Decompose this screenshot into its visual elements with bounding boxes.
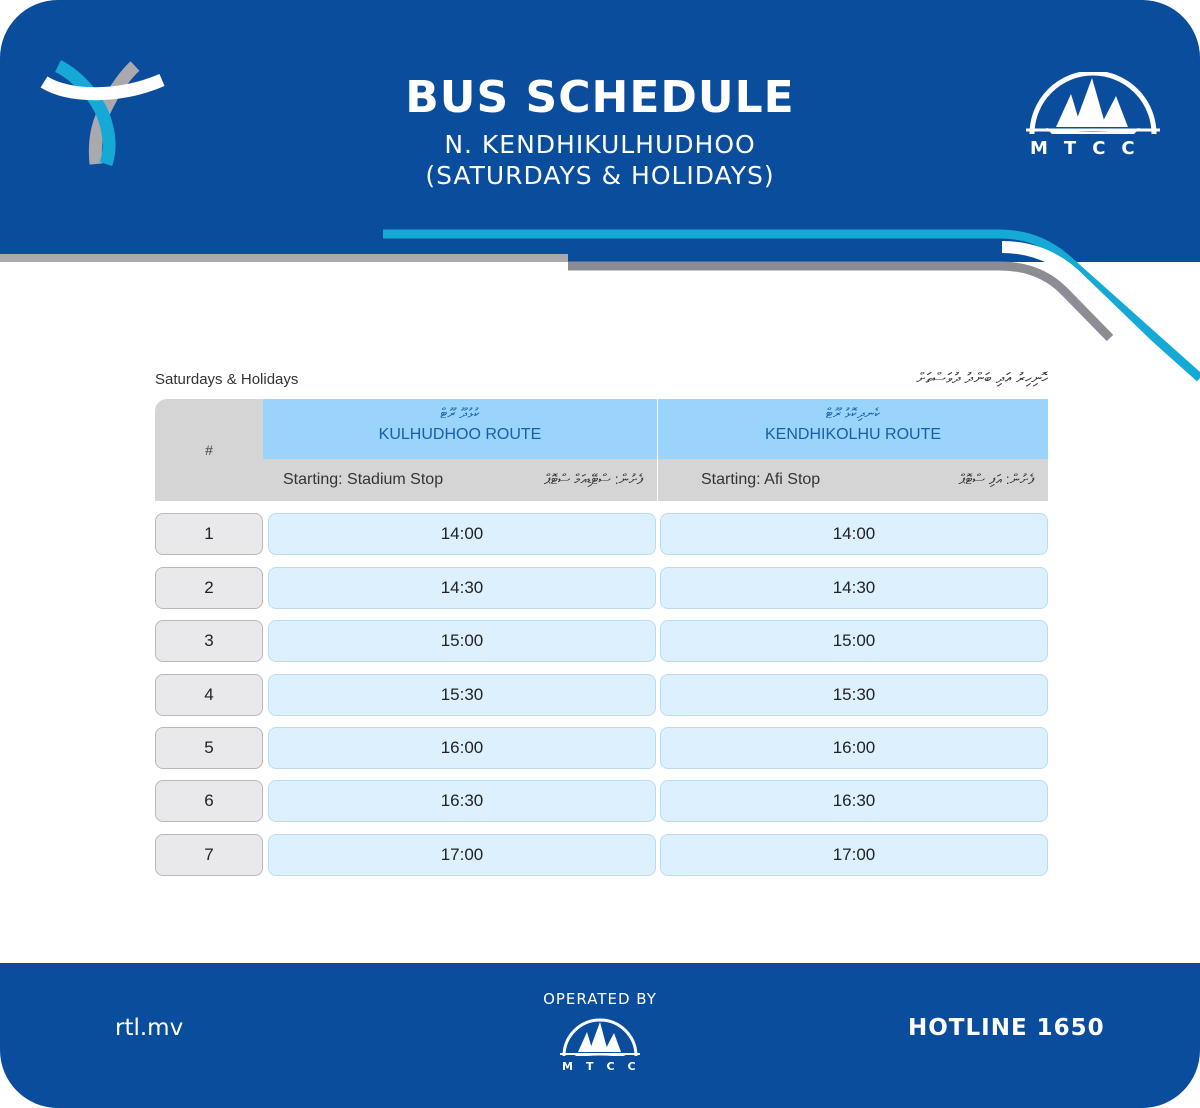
table-row-number: 1 <box>155 513 263 555</box>
mtcc-logo-label: MTCC <box>1030 138 1151 159</box>
kendhikolhu-start-dv: ފެށުން: އަފި ސްޓޮޕް <box>958 471 1034 487</box>
caption-english: Saturdays & Holidays <box>155 371 299 388</box>
table-row-number: 4 <box>155 674 263 716</box>
kendhikolhu-route-header <box>658 399 1048 459</box>
kulhudhoo-route-name-en: KULHUDHOO ROUTE <box>378 426 542 443</box>
kendhikolhu-time: 16:30 <box>660 780 1048 822</box>
header-stripes <box>0 0 1200 390</box>
kulhudhoo-time: 14:30 <box>268 567 656 609</box>
table-row-number: 7 <box>155 834 263 876</box>
hotline-number: HOTLINE 1650 <box>908 1015 1105 1041</box>
kulhudhoo-time: 16:30 <box>268 780 656 822</box>
kendhikolhu-time: 15:00 <box>660 620 1048 662</box>
number-column-header <box>155 399 263 501</box>
kulhudhoo-time: 16:00 <box>268 727 656 769</box>
caption-dhivehi: ހޮނިހިރު އަދި ބަންދު ދުވަސްތަށް <box>916 370 1048 387</box>
mtcc-sailboat-logo-icon <box>1026 72 1160 136</box>
kendhikolhu-start-en: Starting: Afi Stop <box>701 471 821 488</box>
kulhudhoo-time: 17:00 <box>268 834 656 876</box>
kendhikolhu-route-name-en: KENDHIKOLHU ROUTE <box>764 426 942 443</box>
kendhikolhu-time: 14:30 <box>660 567 1048 609</box>
kendhikolhu-time: 17:00 <box>660 834 1048 876</box>
location-subtitle: N. KENDHIKULHUDHOO <box>444 130 756 159</box>
kulhudhoo-time: 15:30 <box>268 674 656 716</box>
table-row-number: 3 <box>155 620 263 662</box>
mtcc-footer-label: MTCC <box>562 1060 649 1073</box>
table-row-number: 6 <box>155 780 263 822</box>
table-row-number: 5 <box>155 727 263 769</box>
kulhudhoo-start-en: Starting: Stadium Stop <box>283 471 444 488</box>
mtcc-footer-logo-icon <box>560 1018 640 1058</box>
gray-stripe-left <box>0 254 568 262</box>
kendhikolhu-start-stop <box>658 459 1048 501</box>
table-row-number: 2 <box>155 567 263 609</box>
kendhikolhu-time: 15:30 <box>660 674 1048 716</box>
kulhudhoo-time: 15:00 <box>268 620 656 662</box>
day-type-subtitle: (SATURDAYS & HOLIDAYS) <box>425 161 775 190</box>
number-column-label: # <box>205 442 213 458</box>
kulhudhoo-route-name-dv: ކުޅުދޫ ރޫޓް <box>440 405 480 421</box>
kendhikolhu-time: 16:00 <box>660 727 1048 769</box>
kendhikolhu-route-name-dv: ކެނދިކޮޅު ރޫޓް <box>825 405 881 421</box>
kendhikolhu-time: 14:00 <box>660 513 1048 555</box>
kulhudhoo-route-header <box>263 399 657 459</box>
page-title: BUS SCHEDULE <box>405 72 795 123</box>
kulhudhoo-start-dv: ފެށުން: ސްޓޭޑިއަމް ސްޓޮޕް <box>543 471 643 487</box>
operated-by-label: OPERATED BY <box>543 990 657 1008</box>
kulhudhoo-start-stop <box>263 459 657 501</box>
kulhudhoo-time: 14:00 <box>268 513 656 555</box>
column-divider <box>657 399 658 501</box>
website-link[interactable]: rtl.mv <box>115 1015 184 1041</box>
